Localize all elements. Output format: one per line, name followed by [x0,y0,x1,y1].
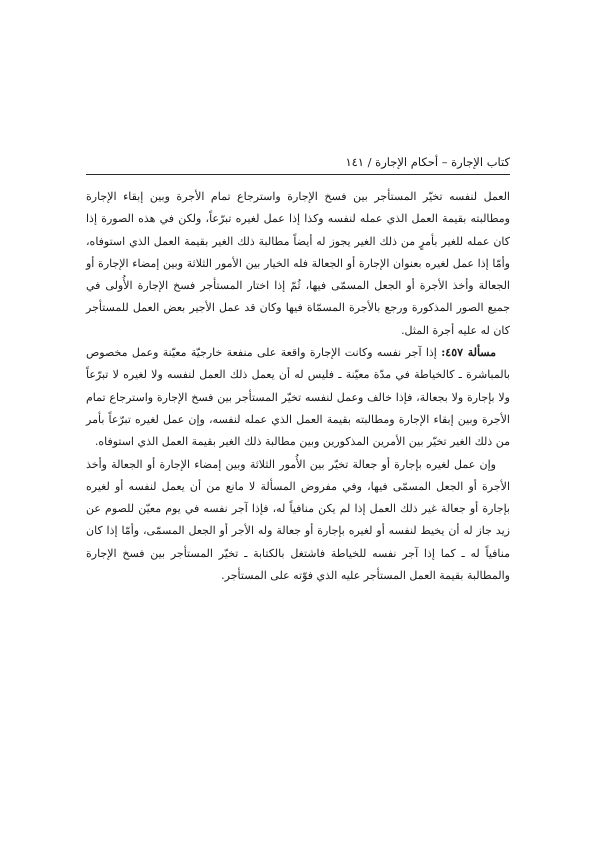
header-divider [86,174,510,175]
running-header [86,152,510,172]
paragraph-continued: وإن عمل لغيره بإجارة أو جعالة تخيّر بين الأُمور الثلاثة وبين إمضاء الإجارة أو الجعالة وأخذ الأجرة أو الجعل المسمّى فيها، وفي مفروض المسألة لا مانع من أن يعمل لنفسه أو لغيره بإجارة أو جعالة غير ذلك العمل إذا لم يكن منافياً له، فإذا آجر نفسه في يوم معيّن للصوم عن زيد جاز له أن يخيط لنفسه أو لغيره بإجارة أو جعالة وله الأجر أو الجعل المسمّى، وأمّا إذا كان منافياً له ـ كما إذا آجر نفسه للخياطة فاشتغل بالكتابة ـ تخيّر المستأجر بين فسخ الإجارة والمطالبة بقيمة العمل المستأجر عليه الذي فوّته على المستأجر. [86,457,510,583]
page-body [86,186,510,587]
issue-label: مسألة ٤٥٧: [441,346,496,360]
paragraph-continuation: العمل لنفسه تخيّر المستأجر بين فسخ الإجارة واسترجاع تمام الأجرة وبين إبقاء الإجارة ومطالبته بقيمة العمل الذي عمله لنفسه وكذا إذا عمل لغيره تبرّعاً، ولكن في هذه الصورة إذا كان عمله للغير بأمرٍ من ذلك الغير يجوز له أيضاً مطالبة ذلك الغير بقيمة العمل الذي استوفاه، وأمّا إذا عمل لغيره بعنوان الإجارة أو الجعالة فله الخيار بين الأمور الثلاثة وبين إمضاء الإجارة أو الجعالة وأخذ الأجرة أو الجعل المسمّى فيها، ثُمّ إذا اختار المستأجر فسخ الإجارة الأُولى في جميع الصور المذكورة ورجع بالأجرة المسمّاة فيها وكان قد عمل الأجير بعض العمل للمستأجر كان له عليه أجرة المثل. [86,190,510,337]
running-title: كتاب الإجارة – أحكام الإجارة / ١٤١ [345,155,510,169]
issue-text: إذا آجر نفسه وكانت الإجارة واقعة على منفعة خارجيّة معيّنة وعمل مخصوص بالمباشرة ـ كالخياطة في مدّة معيّنة ـ فليس له أن يعمل ذلك العمل لنفسه ولا لغيره لا تبرّعاً ولا بإجارة ولا بجعالة، فإذا خالف وعمل لنفسه تخيّر المستأجر بين فسخ الإجارة واسترجاع تمام الأجرة وبين إبقاء الإجارة ومطالبته بقيمة العمل الذي عمله لنفسه، وإن عمل لغيره تبرّعاً بأمر من ذلك الغير تخيّر بين الأمرين المذكورين وبين مطالبة ذلك الغير بقيمة العمل الذي استوفاه. [86,346,510,449]
issue-paragraph [86,342,510,453]
